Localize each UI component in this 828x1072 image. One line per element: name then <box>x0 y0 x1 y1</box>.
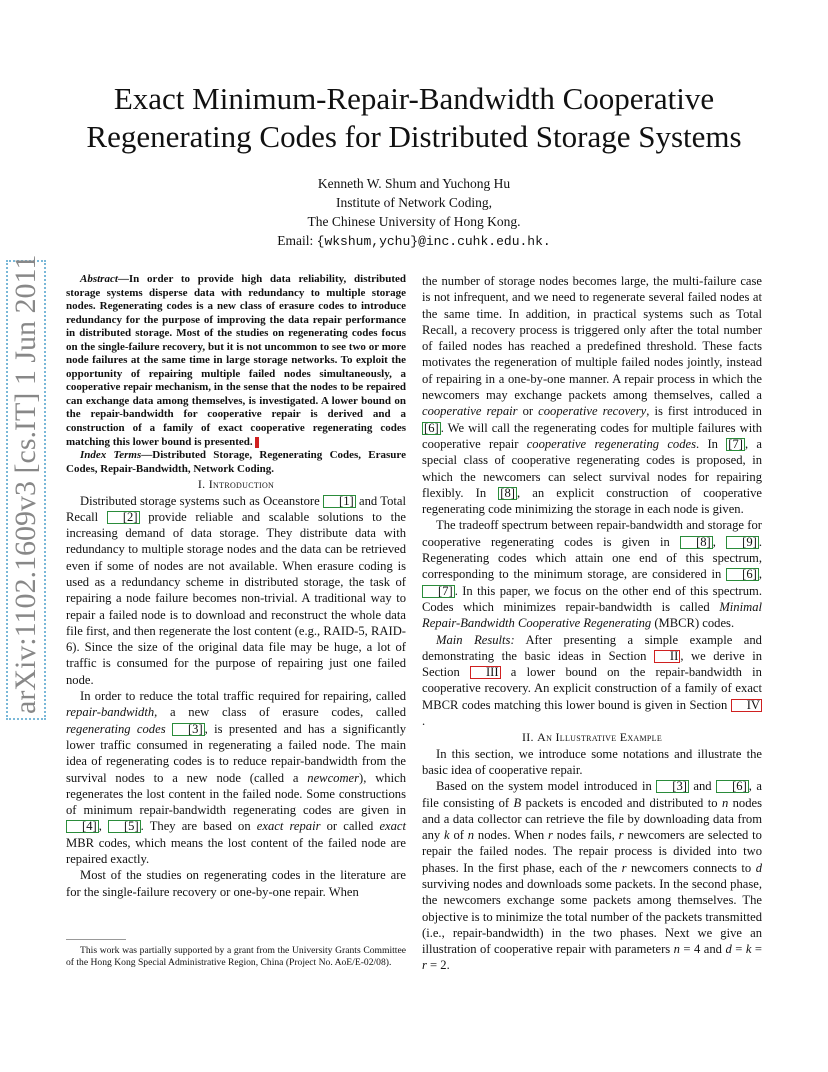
citation-3b[interactable]: [3] <box>656 780 689 793</box>
citation-6b[interactable]: [6] <box>726 568 759 581</box>
abstract <box>66 273 406 449</box>
abstract-text: —In order to provide high data reliability, distributed storage systems disperse data with redundancy to multiple storage nodes. Regenerating codes is a new class of erasure codes to introduce redundancy for the purpose of improving the data repair performance in distributed storage. Most of the studies on regenerating codes focus on the single-failure recovery, but it is not uncommon to see two or more node failures at the same time in large storage networks. To exploit the opportunity of repairing multiple failed nodes simultaneously, a cooperative repair mechanism, in the sense that the nodes to be repaired can exchange data among themselves, is investigated. A lower bound on the repair-bandwidth for cooperative repair is derived and a construction of a family of exact cooperative regenerating codes matching this lower bound is presented. <box>66 273 406 448</box>
author-names: Kenneth W. Shum and Yuchong Hu <box>317 176 511 191</box>
paper-title <box>0 80 828 156</box>
email-label: Email: <box>277 233 314 248</box>
section-ref-2[interactable]: II <box>654 650 680 663</box>
citation-7[interactable]: [7] <box>728 436 743 451</box>
index-terms <box>66 449 406 476</box>
citation-8[interactable]: [8] <box>500 485 515 500</box>
abstract-label: Abstract <box>80 273 118 285</box>
citation-2[interactable]: [2] <box>107 511 140 524</box>
arxiv-stamp[interactable]: arXiv:1102.1609v3 [cs.IT] 1 Jun 2011 <box>6 260 46 720</box>
citation-8b[interactable]: [8] <box>680 536 713 549</box>
section-heading-example: II. An Illustrative Example <box>521 730 663 745</box>
citation-4[interactable]: [4] <box>66 820 99 833</box>
intro-paragraph-4: The tradeoff spectrum between repair-bandwidth and storage for cooperative regenerating codes is given in [8] , [9] . Regenerating codes which attain one end of this spectrum, corresponding to the minimum storage, are considered in [6] , [7] . In this paper, we focus on the other end of this spectrum. Codes which minimizes repair-bandwidth is called Minimal Repair-Bandwidth Cooperative Regenerating (MBCR) codes. <box>422 518 762 631</box>
section-ref-4[interactable]: IV <box>731 699 762 712</box>
citation-3[interactable]: [3] <box>172 723 205 736</box>
right-column <box>422 273 762 974</box>
intro-paragraph-1: Distributed storage systems such as Oceanstore [1] and Total Recall [2] provide reliable and scalable solutions to the increasing demand of data storage. They distribute data with redundancy to multiple storage nodes and the data can be retrieved even if some of nodes are not available. When erasure coding is used as a redundancy scheme in distributed storage, the task of repairing a node failure becomes non-trivial. A traditional way to repair a failed node is to download and reconstruct the whole data file first, and then regenerate the lost content (e.g., RAID-5, RAID-6). Since the size of the original data file may be huge, a lot of traffic is consumed for the purpose of repairing just one failed node. <box>66 493 407 687</box>
author-university: The Chinese University of Hong Kong. <box>307 214 521 229</box>
example-paragraph-2: Based on the system model introduced in [3] and [6] , a file consisting of B packets is encoded and distributed to n nodes and a data collector can retrieve the file by downloading data from any k of n nodes. When r nodes fails, r newcomers are selected to repair the failed nodes. The repair process is divided into two phases. In the first phase, each of the r newcomers connects to d surviving nodes and downloads some packets. In the second phase, the newcomers exchange some packets among themselves. The objective is to minimize the total number of the packets transmitted (i.e., repair-bandwidth) in the two phases. Next we give an illustration of cooperative repair with parameters n = 4 and d = k = r = 2. <box>422 779 763 973</box>
author-email-line <box>0 231 828 251</box>
index-label: Index Terms <box>80 449 142 462</box>
section-ref-3[interactable]: III <box>470 666 501 679</box>
main-results-paragraph: Main Results: After presenting a simple example and demonstrating the basic ideas in Section II , we derive in Section III a lower bound on the repair-bandwidth in cooperative recovery. An explicit construction of a family of exact MBCR codes matching this lower bound is given in Section IV. <box>422 632 762 729</box>
intro-paragraph-3: Most of the studies on regenerating codes in the literature are for the single-failure recovery or one-by-one repair. When <box>66 868 406 899</box>
abstract-link-marker[interactable] <box>255 437 259 448</box>
footnote: This work was partially supported by a grant from the University Grants Committee of the Hong Kong Special Administrative Region, China (Project No. AoE/E-02/08). <box>66 945 406 968</box>
citation-6c[interactable]: [6] <box>716 780 749 793</box>
citation-5[interactable]: [5] <box>108 820 141 833</box>
author-institute: Institute of Network Coding, <box>336 195 492 210</box>
title-line-2: Regenerating Codes for Distributed Storage Systems <box>86 119 742 154</box>
citation-6[interactable]: [6] <box>424 420 439 435</box>
intro-paragraph-3-cont: the number of storage nodes becomes large, the multi-failure case is not infrequent, and we need to regenerate several failed nodes at the same time. In addition, in practical systems such as Total Recall, a recovery process is triggered only after the total number of failed nodes has reached a predefined threshold. These facts motivates the regeneration of multiple failed nodes jointly, instead of repairing in a one-by-one manner. A repair process in which the newcomers may exchange packets among themselves, called a cooperative repair or cooperative recovery, is first introduced in [6] . We will call the regenerating codes for multiple failures with cooperative repair cooperative regenerating codes. In [7] , a special class of cooperative regenerating codes is proposed, in which the newcomers can select survival nodes for repairing flexibly. In [8] , an explicit construction of cooperative regenerating code minimizing the storage in each node is given. <box>422 274 763 517</box>
email-address: {wkshum,ychu}@inc.cuhk.edu.hk. <box>316 234 551 249</box>
citation-7b[interactable]: [7] <box>422 585 455 598</box>
left-column <box>66 273 406 900</box>
section-heading-introduction: I. Introduction <box>197 477 275 492</box>
title-line-1: Exact Minimum-Repair-Bandwidth Cooperative <box>113 81 715 116</box>
author-block <box>0 174 828 251</box>
intro-paragraph-2: In order to reduce the total traffic required for repairing, called repair-bandwidth, a new class of erasure codes, called regenerating codes [3] , is presented and has a significantly lower traffic consumed in regenerating a failed node. The main idea of regenerating codes is to reduce repair-bandwidth from the survival nodes to a new node (called a newcomer), which regenerates the lost content in the failed node. Some constructions of minimum repair-bandwidth regenerating codes are given in [4] , [5] . They are based on exact repair or called exact MBR codes, which means the lost content of the failed node are repaired exactly. <box>66 689 407 867</box>
footnote-rule <box>66 939 126 940</box>
example-paragraph-1: In this section, we introduce some notations and illustrate the basic idea of cooperative repair. <box>422 746 762 777</box>
index-text: —Distributed Storage, Regenerating Codes, Erasure Codes, Repair-Bandwidth, Network Coding. <box>66 449 406 475</box>
citation-1[interactable]: [1] <box>323 495 356 508</box>
citation-9[interactable]: [9] <box>726 536 759 549</box>
